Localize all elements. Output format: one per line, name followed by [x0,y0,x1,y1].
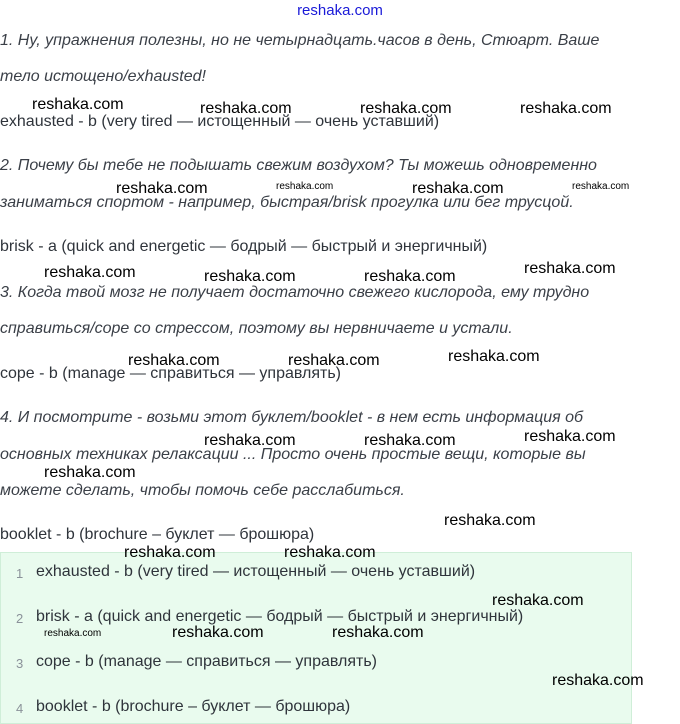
answer-list-item-3: cope - b (manage — справиться — управлять) [36,653,377,670]
answer-list-number-2: 2 [16,611,24,626]
answer-list-item-2: brisk - a (quick and energetic — бодрый — быстрый и энергичный) [36,608,524,625]
answer-4: booklet - b (brochure – буклет — брошюра) [0,526,315,543]
watermark: reshaka.com [364,268,456,285]
watermark: reshaka.com [172,624,264,641]
watermark: reshaka.com [32,96,124,113]
site-header[interactable]: reshaka.com [297,2,383,19]
answer-3: cope - b (manage — справиться — управлять) [0,365,341,382]
question-4-line-2: основных техниках релаксации ... Просто очень простые вещи, которые вы [0,446,586,463]
watermark: reshaka.com [284,544,376,561]
watermark: reshaka.com [364,432,456,449]
watermark: reshaka.com [552,672,644,689]
watermark: reshaka.com [448,348,540,365]
watermark: reshaka.com [572,181,630,192]
watermark: reshaka.com [116,180,208,197]
watermark: reshaka.com [204,432,296,449]
question-4-line-3: можете сделать, чтобы помочь себе расслабиться. [0,482,405,499]
watermark: reshaka.com [276,181,334,192]
answer-1: exhausted - b (very tired — истощенный — очень уставший) [0,113,440,130]
watermark: reshaka.com [44,628,102,639]
watermark: reshaka.com [44,264,136,281]
question-3-line-1: 3. Когда твой мозг не получает достаточно свежего кислорода, ему трудно [0,284,590,301]
answer-list-item-1: exhausted - b (very tired — истощенный — очень уставший) [36,563,476,580]
question-2-line-2: заниматься спортом - например, быстрая/brisk прогулка или бег трусцой. [0,194,574,211]
watermark: reshaka.com [200,100,292,117]
watermark: reshaka.com [332,624,424,641]
watermark: reshaka.com [492,592,584,609]
question-3-line-2: справиться/cope со стрессом, поэтому вы нервничаете и устали. [0,320,513,337]
answer-list-number-4: 4 [16,701,24,716]
answer-2: brisk - a (quick and energetic — бодрый — быстрый и энергичный) [0,238,488,255]
question-2-line-1: 2. Почему бы тебе не подышать свежим воздухом? Ты можешь одновременно [0,157,597,174]
answer-list-number-3: 3 [16,656,24,671]
watermark: reshaka.com [520,100,612,117]
watermark: reshaka.com [360,100,452,117]
watermark: reshaka.com [288,352,380,369]
watermark: reshaka.com [412,180,504,197]
watermark: reshaka.com [44,464,136,481]
watermark: reshaka.com [444,512,536,529]
watermark: reshaka.com [124,544,216,561]
question-1-line-1: 1. Ну, упражнения полезны, но не четырнадцать.часов в день, Стюарт. Ваше [0,32,600,49]
answer-list-item-4: booklet - b (brochure – буклет — брошюра) [36,698,351,715]
watermark: reshaka.com [204,268,296,285]
answer-list-number-1: 1 [16,566,24,581]
watermark: reshaka.com [128,352,220,369]
question-4-line-1: 4. И посмотрите - возьми этот буклет/booklet - в нем есть информация об [0,409,584,426]
question-1-line-2: тело истощено/exhausted! [0,68,206,85]
watermark: reshaka.com [524,260,616,277]
watermark: reshaka.com [524,428,616,445]
